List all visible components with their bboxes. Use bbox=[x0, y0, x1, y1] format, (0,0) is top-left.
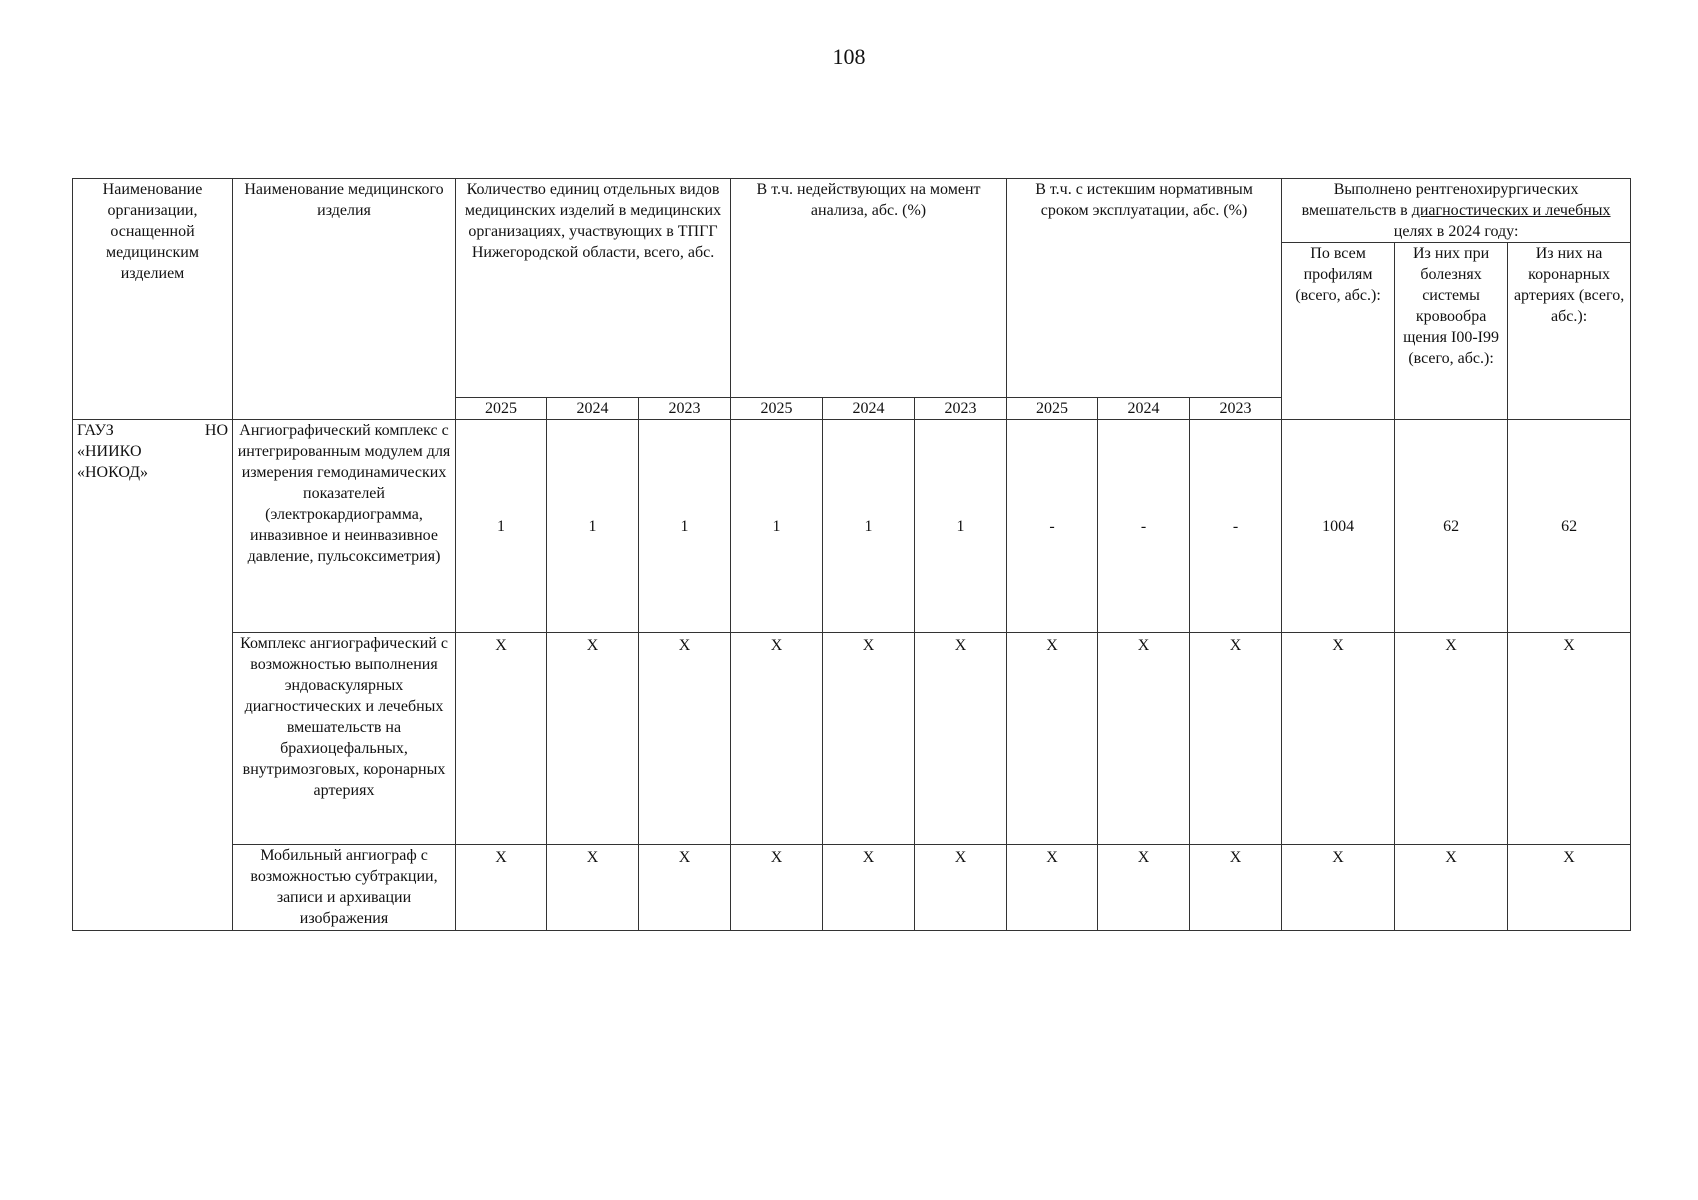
value-cell: X bbox=[915, 633, 1007, 845]
header-interventions-text-1: Выполнено рентгенохирургических вмешательств в bbox=[1301, 181, 1579, 219]
page-number: 108 bbox=[832, 44, 866, 69]
header-interventions-text-2: целях в 2024 году: bbox=[1393, 223, 1519, 240]
value-cell: X bbox=[1395, 633, 1508, 845]
device-name-cell: Комплекс ангиографический с возможностью выполнения эндоваскулярных диагностических и лечебных вмешательств на брахиоцефальных, внутримозговых, коронарных артериях bbox=[233, 633, 456, 845]
header-interventions-underlined: диагностических и лечебных bbox=[1411, 202, 1611, 219]
value-cell: X bbox=[731, 845, 823, 931]
value-cell: X bbox=[456, 845, 547, 931]
value-cell: X bbox=[547, 633, 639, 845]
value-cell: 1 bbox=[915, 420, 1007, 633]
table-row bbox=[73, 633, 1631, 845]
value-cell: 62 bbox=[1395, 420, 1508, 633]
organization-line-1 bbox=[77, 420, 228, 441]
value-cell: X bbox=[1190, 845, 1282, 931]
value-cell: X bbox=[1282, 633, 1395, 845]
header-count-group: Количество единиц отдельных видов медицинских изделий в медицинских организациях, участвующих в ТПГГ Нижегородской области, всего, абс. bbox=[456, 179, 731, 398]
header-organization: Наименование организации, оснащенной медицинским изделием bbox=[73, 179, 233, 420]
value-cell: X bbox=[639, 845, 731, 931]
value-cell: - bbox=[1007, 420, 1098, 633]
organization-line-2: «НИИКО bbox=[77, 443, 142, 460]
value-cell: X bbox=[823, 633, 915, 845]
header-inactive-group: В т.ч. недействующих на момент анализа, абс. (%) bbox=[731, 179, 1007, 398]
organization-line-3: «НОКОД» bbox=[77, 464, 149, 481]
value-cell: X bbox=[731, 633, 823, 845]
value-cell: 1 bbox=[639, 420, 731, 633]
header-year: 2024 bbox=[823, 398, 915, 420]
value-cell: X bbox=[1508, 845, 1631, 931]
value-cell: 1004 bbox=[1282, 420, 1395, 633]
header-interventions-all: По всем профилям (всего, абс.): bbox=[1282, 243, 1395, 420]
header-year: 2025 bbox=[456, 398, 547, 420]
device-name-cell: Мобильный ангиограф с возможностью субтракции, записи и архивации изображения bbox=[233, 845, 456, 931]
value-cell: 1 bbox=[731, 420, 823, 633]
header-expired-group: В т.ч. с истекшим нормативным сроком эксплуатации, абс. (%) bbox=[1007, 179, 1282, 398]
value-cell: X bbox=[1395, 845, 1508, 931]
value-cell: X bbox=[456, 633, 547, 845]
value-cell: X bbox=[1098, 845, 1190, 931]
organization-cell bbox=[73, 420, 233, 931]
header-year: 2024 bbox=[1098, 398, 1190, 420]
organization-line-1-right: НО bbox=[204, 422, 228, 439]
header-device: Наименование медицинского изделия bbox=[233, 179, 456, 420]
value-cell: X bbox=[1007, 845, 1098, 931]
table-row bbox=[73, 845, 1631, 931]
value-cell: - bbox=[1098, 420, 1190, 633]
value-cell: 62 bbox=[1508, 420, 1631, 633]
header-year: 2024 bbox=[547, 398, 639, 420]
header-year: 2023 bbox=[915, 398, 1007, 420]
header-year: 2023 bbox=[1190, 398, 1282, 420]
table-row bbox=[73, 420, 1631, 633]
value-cell: X bbox=[1508, 633, 1631, 845]
organization-line-1-left: ГАУЗ bbox=[77, 422, 114, 439]
header-year: 2025 bbox=[1007, 398, 1098, 420]
header-year: 2025 bbox=[731, 398, 823, 420]
value-cell: 1 bbox=[823, 420, 915, 633]
value-cell: X bbox=[1190, 633, 1282, 845]
value-cell: X bbox=[547, 845, 639, 931]
value-cell: 1 bbox=[547, 420, 639, 633]
value-cell: X bbox=[823, 845, 915, 931]
value-cell: X bbox=[639, 633, 731, 845]
header-year: 2023 bbox=[639, 398, 731, 420]
device-name-cell: Ангиографический комплекс с интегрированным модулем для измерения гемодинамических показателей (электрокардиограмма, инвазивное и неинвазивное давление, пульсоксиметрия) bbox=[233, 420, 456, 633]
equipment-table bbox=[72, 178, 1631, 931]
header-interventions-group bbox=[1282, 179, 1631, 243]
value-cell: X bbox=[1007, 633, 1098, 845]
header-interventions-coronary: Из них на коронарных артериях (всего, абс.): bbox=[1508, 243, 1631, 420]
value-cell: 1 bbox=[456, 420, 547, 633]
value-cell: X bbox=[1282, 845, 1395, 931]
value-cell: - bbox=[1190, 420, 1282, 633]
value-cell: X bbox=[1098, 633, 1190, 845]
header-interventions-circulatory: Из них при болезнях системы кровообра щения I00-I99 (всего, абс.): bbox=[1395, 243, 1508, 420]
value-cell: X bbox=[915, 845, 1007, 931]
